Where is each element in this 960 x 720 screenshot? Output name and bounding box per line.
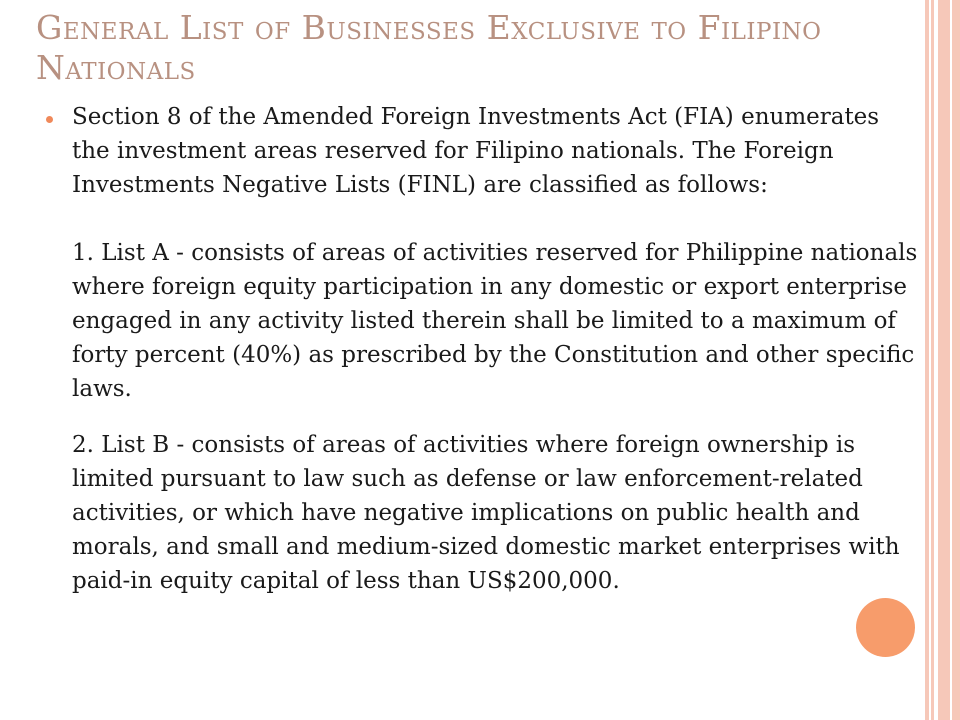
list-item-a: 1. List A - consists of areas of activities reserved for Philippine nationals where foreign equity participation in any domestic or export enterprise engaged in any activity listed therein shall be limited to a maximum of forty percent (40%) as prescribed by the Constitution and other specific laws.: [72, 240, 918, 402]
bullet-dot-icon: [46, 116, 53, 123]
right-border-line: [950, 0, 952, 720]
slide-body: [72, 100, 922, 620]
intro-paragraph: Section 8 of the Amended Foreign Investments Act (FIA) enumerates the investment areas reserved for Filipino nationals. The Foreign Investments Negative Lists (FINL) are classified as follows:: [72, 104, 880, 198]
right-border-line: [934, 0, 938, 720]
slide-title: General List of Businesses Exclusive to Filipino Nationals: [36, 8, 822, 87]
decorative-circle-icon: [856, 598, 915, 657]
right-border-line: [929, 0, 931, 720]
list-item-b: 2. List B - consists of areas of activities where foreign ownership is limited pursuant to law such as defense or law enforcement-related activities, or which have negative implications on public health and morals, and small and medium-sized domestic market enterprises with paid-in equity capital of less than US$200,000.: [72, 432, 900, 594]
